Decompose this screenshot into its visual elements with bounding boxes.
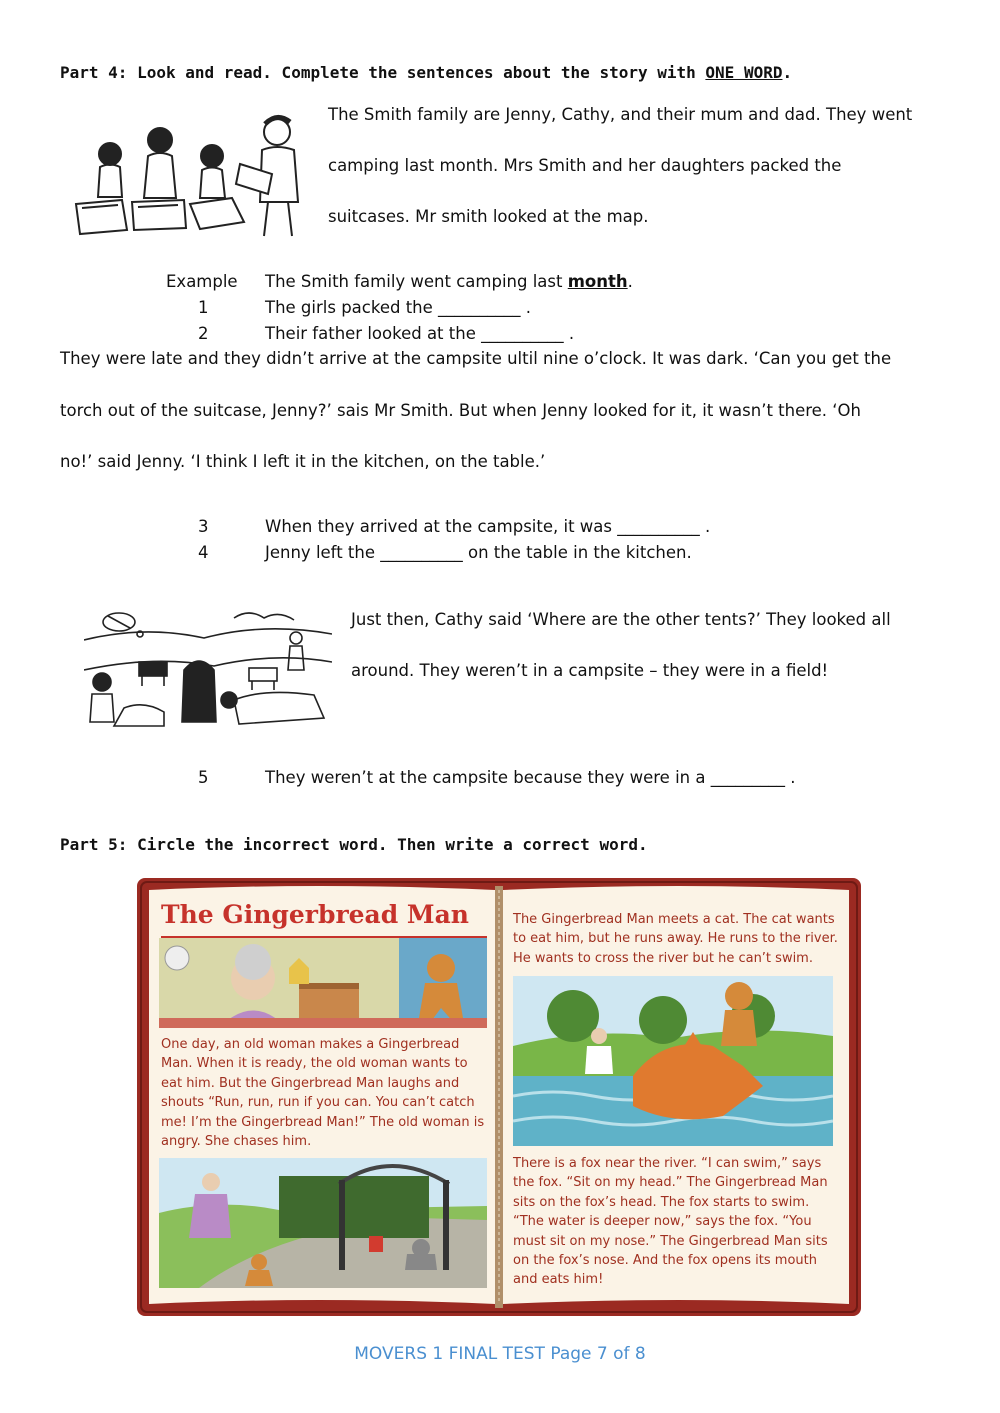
book-right-bottom-text: There is a fox near the river. “I can swim,” says the fox. “Sit on my head.” The Gingerbread Man sits on the fox’s head. The fox starts to swim. “The water is deeper now,” says the fox. “You must sit on my nose.” The Gingerbread Man sits on the fox’s nose. And the fox opens its mouth and eats him! xyxy=(513,1156,828,1288)
storybook xyxy=(137,876,861,1318)
question-2: Their father looked at the __________ . xyxy=(265,324,575,343)
story-para-3-line-1: Just then, Cathy said ‘Where are the other tents?’ They looked all xyxy=(351,610,891,629)
question-number: 2 xyxy=(198,324,209,343)
book-right-top-text: The Gingerbread Man meets a cat. The cat wants to eat him, but he runs away. He runs to the river. He wants to cross the river but he can’t swim. xyxy=(513,912,838,966)
question-3: When they arrived at the campsite, it was __________ . xyxy=(265,517,711,536)
family-packing-illustration xyxy=(72,112,320,237)
question-number: 1 xyxy=(198,298,209,317)
story-para-2-line-3: no!’ said Jenny. ‘I think I left it in the kitchen, on the table.’ xyxy=(60,452,546,471)
question-number: 4 xyxy=(198,543,209,562)
page-footer: MOVERS 1 FINAL TEST Page 7 of 8 xyxy=(354,1344,646,1364)
story-para-1-line-2: camping last month. Mrs Smith and her daughters packed the xyxy=(328,156,842,175)
story-para-2-line-1: They were late and they didn’t arrive at the campsite ultil nine o’clock. It was dark. ‘Can you get the xyxy=(60,349,892,368)
story-para-3-line-2: around. They weren’t in a campsite – they were in a field! xyxy=(351,661,829,680)
example-sentence: The Smith family went camping last month. xyxy=(265,272,633,291)
question-4: Jenny left the __________ on the table in the kitchen. xyxy=(265,543,692,562)
question-1: The girls packed the __________ . xyxy=(265,298,532,317)
question-number: 3 xyxy=(198,517,209,536)
part4-heading: Part 4: Look and read. Complete the sentences about the story with ONE WORD. xyxy=(60,63,793,82)
park-chase-picture xyxy=(159,1158,487,1288)
story-para-2-line-2: torch out of the suitcase, Jenny?’ sais Mr Smith. But when Jenny looked for it, it wasn’t there. ‘Oh xyxy=(60,401,861,420)
example-label: Example xyxy=(166,272,238,291)
story-para-1-line-3: suitcases. Mr smith looked at the map. xyxy=(328,207,649,226)
story-para-1-line-1: The Smith family are Jenny, Cathy, and their mum and dad. They went xyxy=(328,105,913,124)
river-fox-picture xyxy=(513,976,833,1146)
example-answer: month xyxy=(567,272,628,291)
book-left-text: One day, an old woman makes a Gingerbread Man. When it is ready, the old woman wants to eat him. But the Gingerbread Man laughs and shouts “Run, run, run if you can. You can’t catch me! I’m the Gingerbread Man!” The old woman is angry. She chases him. xyxy=(161,1037,485,1150)
part5-heading: Part 5: Circle the incorrect word. Then write a correct word. xyxy=(60,835,648,854)
book-title: The Gingerbread Man xyxy=(161,900,469,929)
kitchen-old-woman-picture xyxy=(159,938,487,1028)
question-number: 5 xyxy=(198,768,209,787)
field-cows-illustration xyxy=(84,600,332,728)
question-5: They weren’t at the campsite because they were in a _________ . xyxy=(265,768,796,787)
